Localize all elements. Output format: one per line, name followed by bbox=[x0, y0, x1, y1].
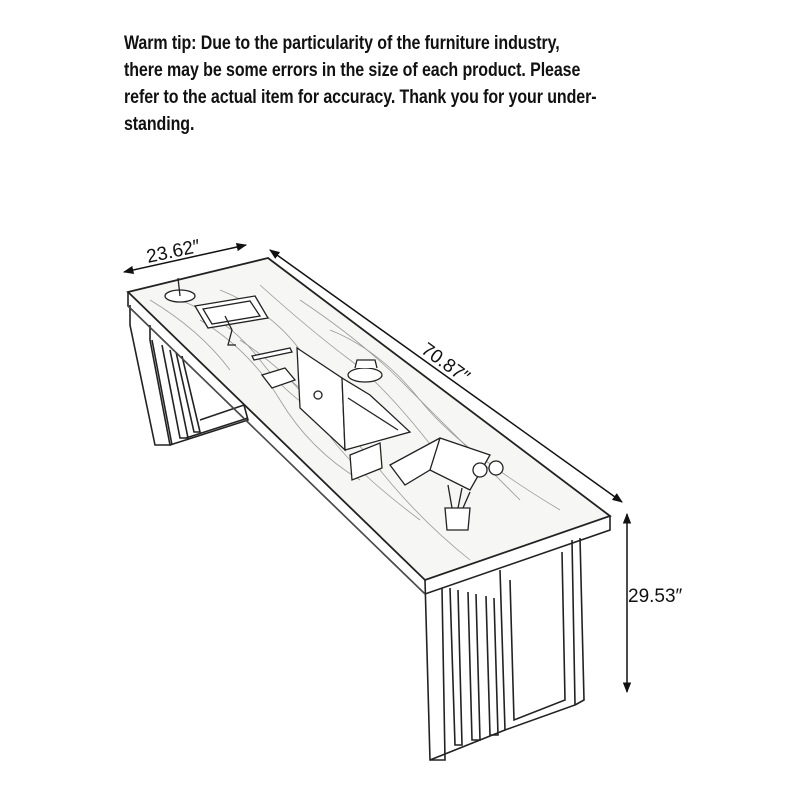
height-label: 29.53″ bbox=[628, 586, 683, 607]
warm-tip-line-1: Warm tip: Due to the particularity of the furniture industry, bbox=[124, 32, 560, 54]
glasses bbox=[473, 463, 487, 477]
length-label: 70.87″ bbox=[417, 339, 474, 388]
coffee-cup bbox=[348, 368, 382, 382]
warm-tip-line-2: there may be some errors in the size of each product. Please bbox=[124, 59, 581, 81]
pen-holder bbox=[445, 508, 470, 530]
warm-tip-line-3: refer to the actual item for accuracy. Thank you for your under- bbox=[124, 86, 597, 108]
depth-label: 23.62″ bbox=[144, 236, 203, 268]
warm-tip-line-4: standing. bbox=[124, 113, 195, 135]
